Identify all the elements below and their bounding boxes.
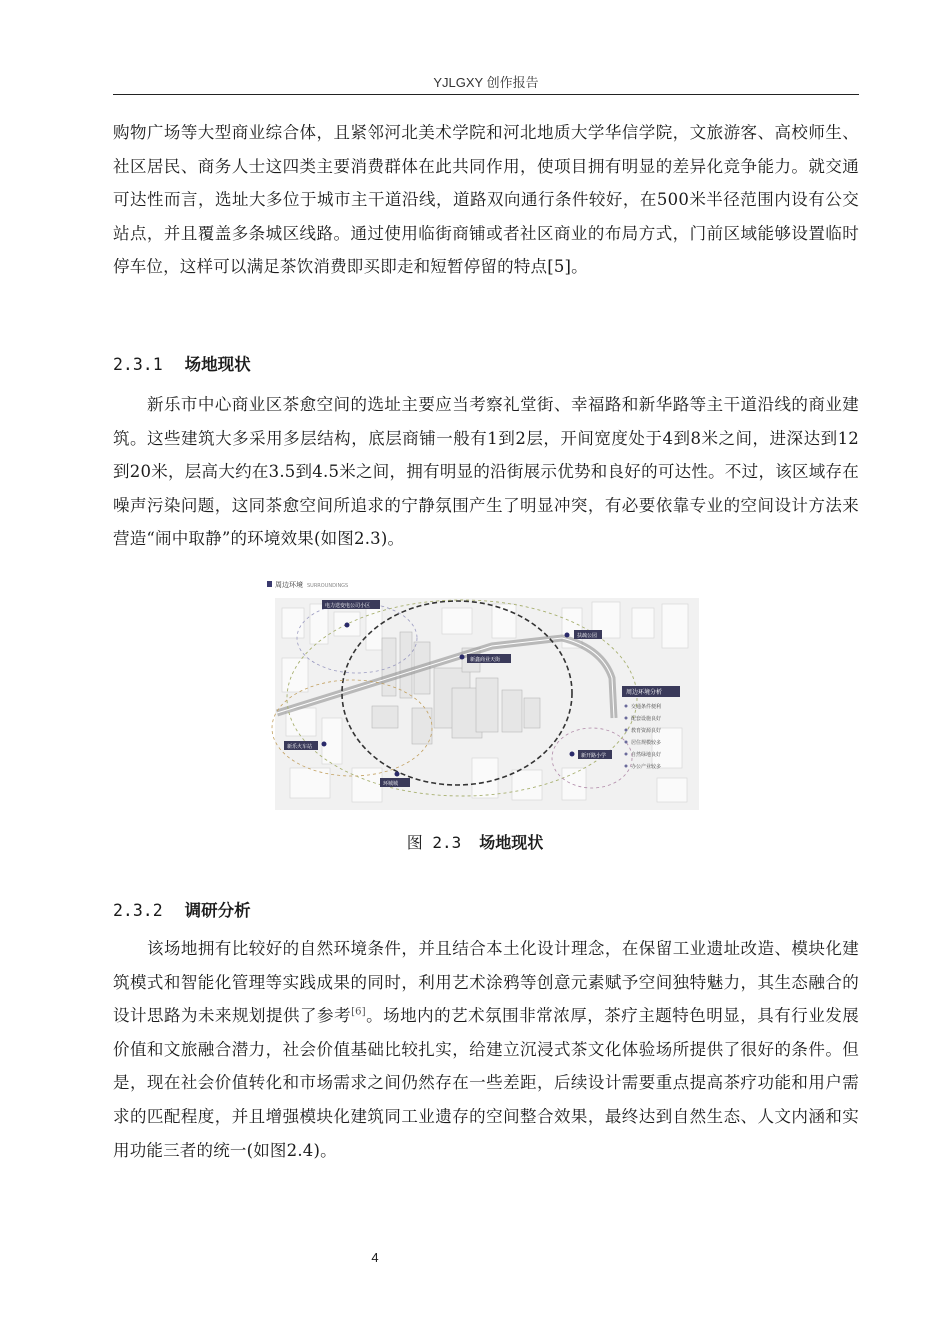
panel-item: 居住规模较多: [631, 740, 662, 746]
label-community: 电力送变电公司小区: [325, 603, 371, 609]
panel-item: 办公产业较多: [631, 764, 662, 770]
citation-ref: [6]: [351, 1006, 366, 1018]
header-rule: [113, 94, 859, 95]
paragraph-research-analysis: [113, 932, 859, 1167]
label-commercial: 新鑫商业天街: [470, 657, 501, 663]
figure-site-status: [262, 578, 702, 813]
panel-item: 配套设施良好: [631, 716, 662, 722]
caption-text: 场地现状: [479, 833, 544, 852]
paragraph-continuation: 购物广场等大型商业综合体，且紧邻河北美术学院和河北地质大学华信学院，文旅游客、高校师生、社区居民、商务人士这四类主要消费群体在此共同作用，使项目拥有明显的差异化竞争能力。就交通可达性而言，选址大多位于城市主干道沿线，道路双向通行条件较好，在500米半径范围内设有公交站点，并且覆盖多条城区线路。通过使用临街商铺或者社区商业的布局方式，门前区域能够设置临时停车位，这样可以满足茶饮消费即买即走和短暂停留的特点[5]。: [113, 123, 859, 277]
label-station: 新乐火车站: [287, 744, 313, 750]
figure-banner: 周边环境: [275, 581, 303, 589]
paragraph-site-status: 新乐市中心商业区茶愈空间的选址主要应当考察礼堂街、幸福路和新华路等主干道沿线的商业建筑。这些建筑大多采用多层结构，底层商铺一般有1到2层，开间宽度处于4到8米之间，进深达到12到20米，层高大约在3.5到4.5米之间，拥有明显的沿街展示优势和良好的可达性。不过，该区域存在噪声污染问题，这同茶愈空间所追求的宁静氛围产生了明显冲突，有必要依靠专业的空间设计方法来营造“闹中取静”的环境效果(如图2.3)。: [113, 395, 859, 549]
panel-item: 自然绿地良好: [631, 752, 662, 758]
section-heading-2-3-2: [113, 897, 251, 921]
paragraph-part: 该场地拥有比较好的自然环境条件，并且结合本土化设计理念，在保留工业遗址改造、模块化建筑模式和智能化管理等实践成果的同时，利用艺术涂鸦等创意元素赋予空间独特魅力，其生态融合的设计思路为未来规划提供了参考: [113, 939, 859, 1026]
figure-caption: [0, 830, 950, 853]
label-park: 扶疏公园: [577, 633, 598, 639]
page-header: YJLGXY 创作报告: [433, 75, 539, 90]
caption-label: 图 2.3: [406, 833, 462, 852]
label-plaza: 环城城: [383, 781, 399, 787]
panel-item: 交通条件便利: [631, 704, 662, 710]
paragraph-part: 。场地内的艺术氛围非常浓厚，茶疗主题特色明显，具有行业发展价值和文旅融合潜力，社会价值基础比较扎实，给建立沉浸式茶文化体验场所提供了很好的条件。但是，现在社会价值转化和市场需求之间仍然存在一些差距，后续设计需要重点提高茶疗功能和用户需求的匹配程度，并且增强模块化建筑同工业遗存的空间整合效果，最终达到自然生态、人文内涵和实用功能三者的统一(如图2.4)。: [113, 1006, 859, 1160]
section-number: 2.3.1: [113, 355, 163, 374]
label-school: 新开路小学: [581, 753, 607, 759]
panel-title: 周边环境分析: [626, 689, 663, 696]
section-title: 场地现状: [184, 355, 251, 374]
panel-item: 教育资源良好: [631, 728, 662, 734]
section-number: 2.3.2: [113, 901, 163, 920]
page-number: 4: [371, 1250, 379, 1265]
section-title: 调研分析: [184, 901, 251, 920]
site-map-image: [262, 578, 702, 813]
section-heading-2-3-1: [113, 351, 251, 375]
figure-banner-en: SURROUNDINGS: [307, 583, 349, 589]
